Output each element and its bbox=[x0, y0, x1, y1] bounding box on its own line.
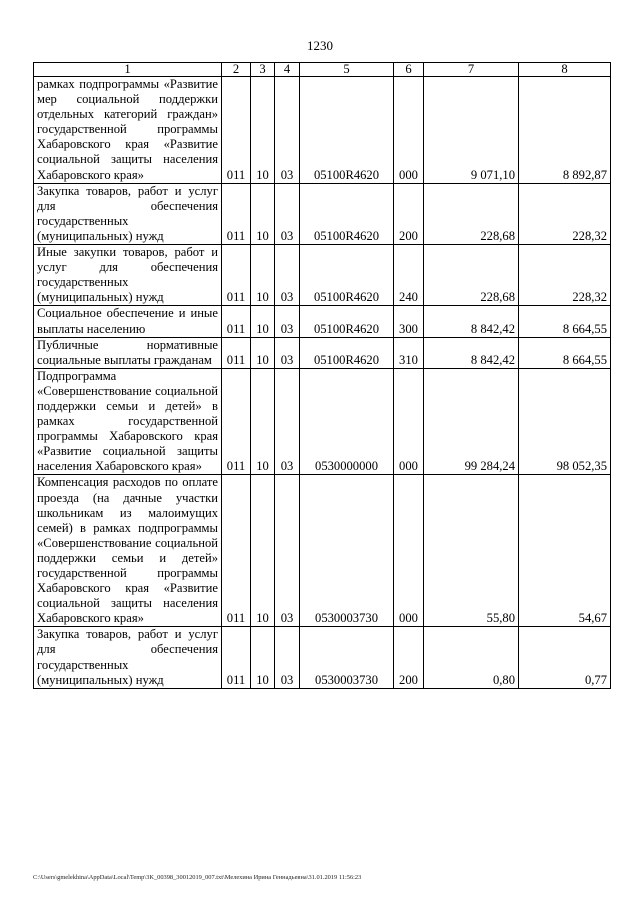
amount-col8: 8 892,87 bbox=[519, 77, 611, 184]
expense-type-code: 000 bbox=[394, 368, 424, 475]
amount-col8: 8 664,55 bbox=[519, 306, 611, 337]
target-article-code: 0530003730 bbox=[300, 475, 394, 627]
column-header: 5 bbox=[300, 63, 394, 77]
target-article-code: 05100R4620 bbox=[300, 337, 394, 368]
ministry-code: 011 bbox=[222, 77, 251, 184]
ministry-code: 011 bbox=[222, 306, 251, 337]
ministry-code: 011 bbox=[222, 368, 251, 475]
amount-col8: 228,32 bbox=[519, 183, 611, 244]
table-row bbox=[34, 306, 611, 337]
column-header: 1 bbox=[34, 63, 222, 77]
table-row bbox=[34, 77, 611, 184]
target-article-code: 0530000000 bbox=[300, 368, 394, 475]
expense-type-code: 300 bbox=[394, 306, 424, 337]
column-header: 8 bbox=[519, 63, 611, 77]
amount-col8: 8 664,55 bbox=[519, 337, 611, 368]
expense-type-code: 240 bbox=[394, 245, 424, 306]
amount-col7: 0,80 bbox=[424, 627, 519, 688]
amount-col7: 99 284,24 bbox=[424, 368, 519, 475]
column-header: 2 bbox=[222, 63, 251, 77]
row-description: Публичные нормативные социальные выплаты гражданам bbox=[34, 337, 222, 368]
ministry-code: 011 bbox=[222, 337, 251, 368]
section-code: 10 bbox=[251, 337, 275, 368]
amount-col7: 8 842,42 bbox=[424, 337, 519, 368]
row-description: Закупка товаров, работ и услуг для обеспечения государственных (муниципальных) нужд bbox=[34, 183, 222, 244]
section-code: 10 bbox=[251, 245, 275, 306]
row-description: рамках подпрограммы «Развитие мер социальной поддержки отдельных категорий граждан» государственной программы Хабаровского края «Развитие социальной защиты населения Хабаровского края» bbox=[34, 77, 222, 184]
section-code: 10 bbox=[251, 475, 275, 627]
expense-type-code: 200 bbox=[394, 627, 424, 688]
subsection-code: 03 bbox=[275, 183, 300, 244]
subsection-code: 03 bbox=[275, 475, 300, 627]
subsection-code: 03 bbox=[275, 337, 300, 368]
amount-col7: 9 071,10 bbox=[424, 77, 519, 184]
file-path-footer: C:\Users\gmelekhina\AppData\Local\Temp\3K_00398_30012019_007.txt\Мелехина Ирина Геннадьевна\31.01.2019 11:56:23 bbox=[33, 874, 362, 881]
table-row bbox=[34, 627, 611, 688]
ministry-code: 011 bbox=[222, 183, 251, 244]
table-row bbox=[34, 337, 611, 368]
amount-col7: 228,68 bbox=[424, 183, 519, 244]
amount-col7: 228,68 bbox=[424, 245, 519, 306]
ministry-code: 011 bbox=[222, 475, 251, 627]
section-code: 10 bbox=[251, 183, 275, 244]
target-article-code: 05100R4620 bbox=[300, 183, 394, 244]
subsection-code: 03 bbox=[275, 306, 300, 337]
target-article-code: 05100R4620 bbox=[300, 245, 394, 306]
subsection-code: 03 bbox=[275, 368, 300, 475]
page-number: 1230 bbox=[307, 38, 333, 53]
target-article-code: 0530003730 bbox=[300, 627, 394, 688]
subsection-code: 03 bbox=[275, 627, 300, 688]
ministry-code: 011 bbox=[222, 627, 251, 688]
column-header-row bbox=[34, 63, 611, 77]
amount-col8: 0,77 bbox=[519, 627, 611, 688]
row-description: Компенсация расходов по оплате проезда (на дачные участки школьникам из малоимущих семей) в рамках подпрограммы «Совершенствование социальной поддержки семьи и детей» государственной программы Хабаровского края «Развитие социальной защиты населения Хабаровского края» bbox=[34, 475, 222, 627]
section-code: 10 bbox=[251, 627, 275, 688]
expense-type-code: 310 bbox=[394, 337, 424, 368]
row-description: Иные закупки товаров, работ и услуг для обеспечения государственных (муниципальных) нужд bbox=[34, 245, 222, 306]
amount-col7: 55,80 bbox=[424, 475, 519, 627]
subsection-code: 03 bbox=[275, 77, 300, 184]
expense-type-code: 000 bbox=[394, 77, 424, 184]
expense-type-code: 000 bbox=[394, 475, 424, 627]
expense-type-code: 200 bbox=[394, 183, 424, 244]
column-header: 4 bbox=[275, 63, 300, 77]
section-code: 10 bbox=[251, 368, 275, 475]
amount-col8: 54,67 bbox=[519, 475, 611, 627]
column-header: 6 bbox=[394, 63, 424, 77]
column-header: 3 bbox=[251, 63, 275, 77]
budget-table bbox=[33, 62, 611, 689]
ministry-code: 011 bbox=[222, 245, 251, 306]
target-article-code: 05100R4620 bbox=[300, 306, 394, 337]
row-description: Подпрограмма «Совершенствование социальной поддержки семьи и детей» в рамках государственной программы Хабаровского края «Развитие социальной защиты населения Хабаровского края» bbox=[34, 368, 222, 475]
table-row bbox=[34, 475, 611, 627]
column-header: 7 bbox=[424, 63, 519, 77]
amount-col7: 8 842,42 bbox=[424, 306, 519, 337]
section-code: 10 bbox=[251, 306, 275, 337]
section-code: 10 bbox=[251, 77, 275, 184]
amount-col8: 98 052,35 bbox=[519, 368, 611, 475]
table-row bbox=[34, 183, 611, 244]
row-description: Закупка товаров, работ и услуг для обеспечения государственных (муниципальных) нужд bbox=[34, 627, 222, 688]
table-row bbox=[34, 368, 611, 475]
subsection-code: 03 bbox=[275, 245, 300, 306]
target-article-code: 05100R4620 bbox=[300, 77, 394, 184]
row-description: Социальное обеспечение и иные выплаты населению bbox=[34, 306, 222, 337]
amount-col8: 228,32 bbox=[519, 245, 611, 306]
table-row bbox=[34, 245, 611, 306]
